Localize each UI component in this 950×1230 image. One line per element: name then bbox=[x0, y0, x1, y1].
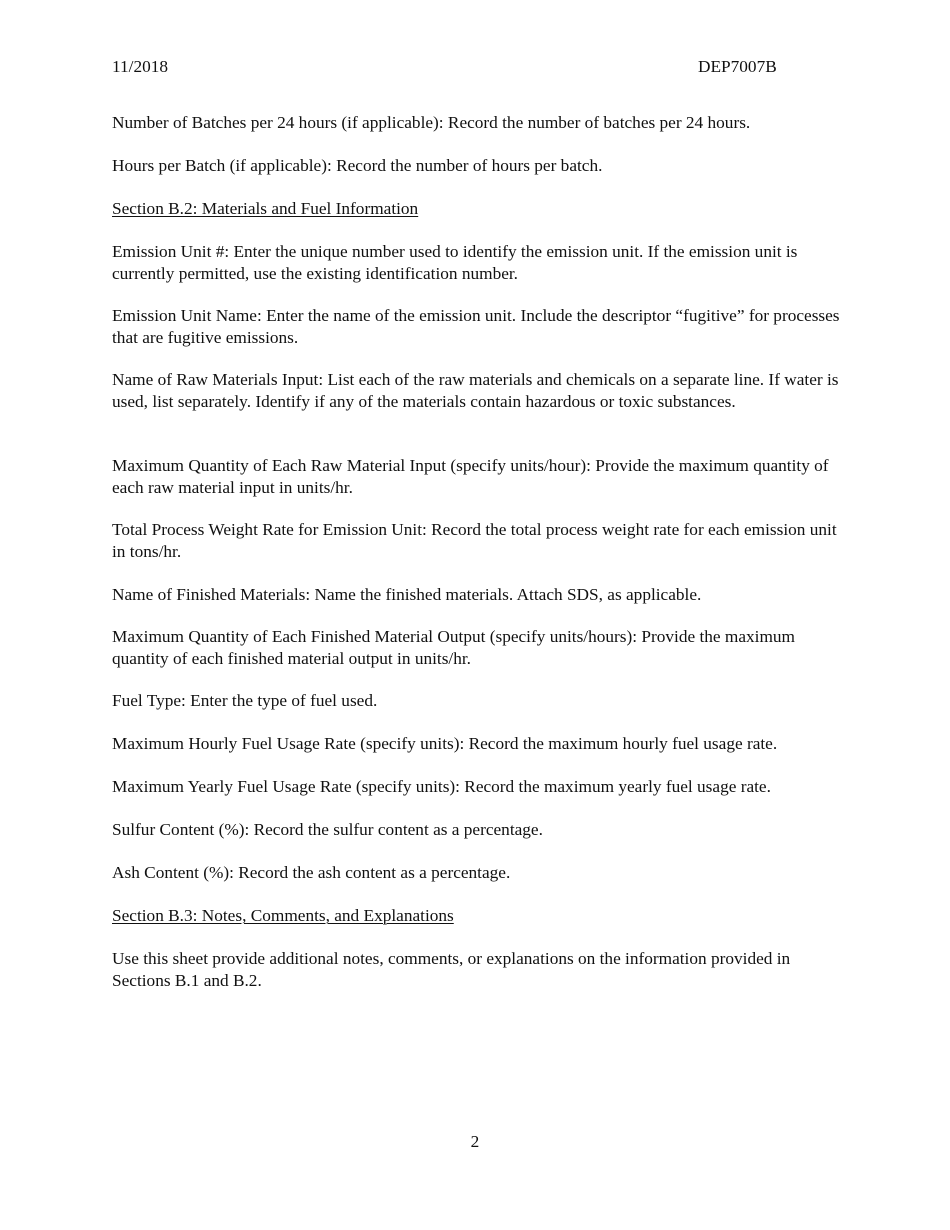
header-date: 11/2018 bbox=[112, 57, 169, 76]
section-heading-b3: Section B.3: Notes, Comments, and Explanations bbox=[112, 906, 454, 925]
paragraph-hours-per-batch: Hours per Batch (if applicable): Record the number of hours per batch. bbox=[112, 156, 603, 175]
paragraph-batches-per-24-hours: Number of Batches per 24 hours (if applicable): Record the number of batches per 24 hours. bbox=[112, 113, 751, 132]
paragraph-sulfur-content: Sulfur Content (%): Record the sulfur content as a percentage. bbox=[112, 820, 543, 839]
paragraph-fuel-type: Fuel Type: Enter the type of fuel used. bbox=[112, 691, 378, 710]
paragraph-max-raw-material-quantity: Maximum Quantity of Each Raw Material Input (specify units/hour): Provide the maximum quantity of each raw material input in units/hr. bbox=[112, 456, 829, 497]
paragraph-ash-content: Ash Content (%): Record the ash content as a percentage. bbox=[112, 863, 511, 882]
paragraph-max-hourly-fuel-usage: Maximum Hourly Fuel Usage Rate (specify units): Record the maximum hourly fuel usage rate. bbox=[112, 734, 778, 753]
paragraph-notes-instructions: Use this sheet provide additional notes, comments, or explanations on the information provided in Sections B.1 and B.2. bbox=[112, 949, 791, 990]
paragraph-max-finished-material-output: Maximum Quantity of Each Finished Material Output (specify units/hours): Provide the maximum quantity of each finished material output in units/hr. bbox=[112, 627, 795, 668]
section-heading-b2: Section B.2: Materials and Fuel Information bbox=[112, 199, 419, 218]
paragraph-finished-materials-name: Name of Finished Materials: Name the finished materials. Attach SDS, as applicable. bbox=[112, 585, 702, 604]
paragraph-emission-unit-name: Emission Unit Name: Enter the name of the emission unit. Include the descriptor “fugitive” for processes that are fugitive emissions. bbox=[112, 306, 840, 347]
paragraph-total-process-weight-rate: Total Process Weight Rate for Emission Unit: Record the total process weight rate for each emission unit in tons/hr. bbox=[112, 520, 837, 561]
paragraph-max-yearly-fuel-usage: Maximum Yearly Fuel Usage Rate (specify units): Record the maximum yearly fuel usage rate. bbox=[112, 777, 771, 796]
header-form-id: DEP7007B bbox=[698, 57, 777, 76]
paragraph-emission-unit-number: Emission Unit #: Enter the unique number used to identify the emission unit. If the emission unit is currently permitted, use the existing identification number. bbox=[112, 242, 798, 283]
page-number: 2 bbox=[470, 1132, 480, 1151]
paragraph-raw-materials-input: Name of Raw Materials Input: List each of the raw materials and chemicals on a separate line. If water is used, list separately. Identify if any of the materials contain hazardous or toxic substances. bbox=[112, 370, 839, 411]
